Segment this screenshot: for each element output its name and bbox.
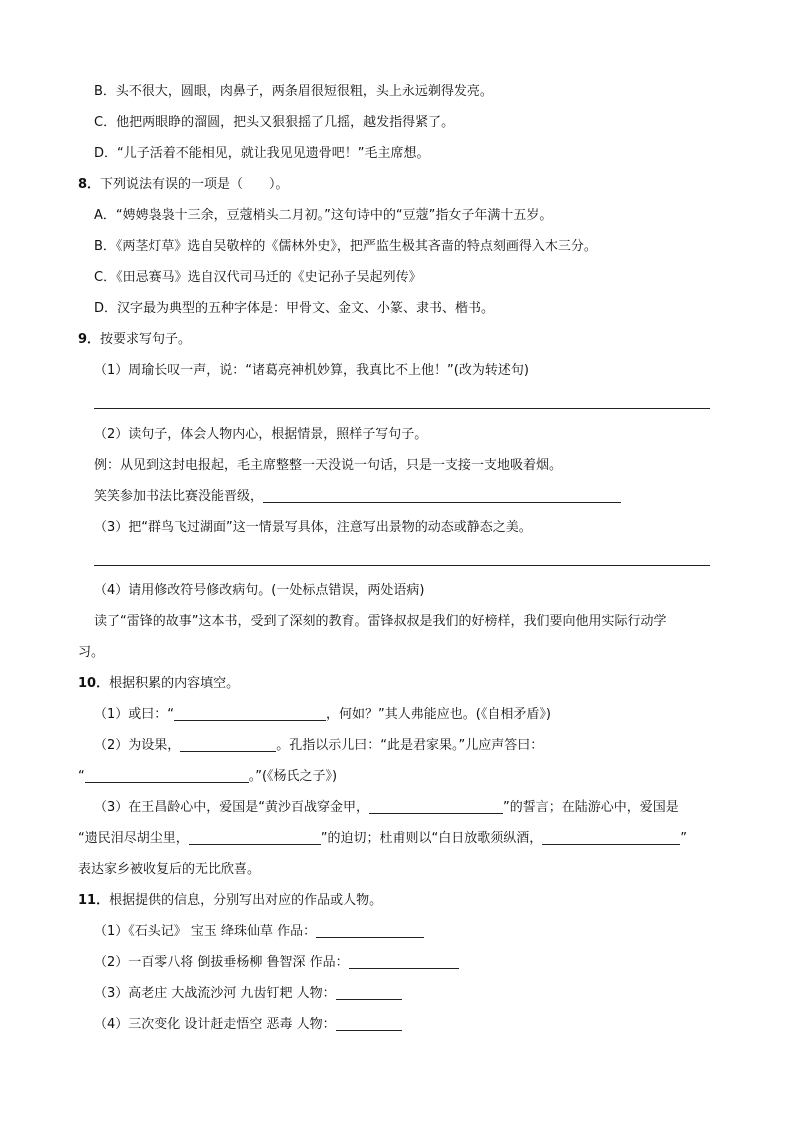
q10-sub3-part1: （3）在王昌龄心中，爱国是“黄沙百战穿金甲， bbox=[94, 800, 370, 815]
q9-sub4: （4）请用修改符号修改病句。(一处标点错误，两处语病) bbox=[94, 583, 425, 598]
q11-sub4-text: （4）三次变化 设计赶走悟空 恶毒 人物： bbox=[94, 1017, 336, 1032]
q8-option-c: C．《田忌赛马》选自汉代司马迁的《史记孙子吴起列传》 bbox=[94, 270, 422, 285]
q9-sick-sentence-1: 读了“雷锋的故事”这本书，受到了深刻的教育。雷锋叔叔是我们的好榜样，我们要向他用实际行动学 bbox=[94, 614, 667, 629]
q10-sub3-part4: ”的迫切；杜甫则以“白日放歌须纵酒， bbox=[320, 831, 543, 846]
q8-stem-line bbox=[78, 175, 289, 195]
q10-sub1-prefix: （1）或曰：“ bbox=[94, 707, 175, 722]
q8-number: 8． bbox=[78, 177, 101, 192]
q11-sub4 bbox=[94, 1015, 402, 1035]
q10-sub3-part3: “遗民泪尽胡尘里， bbox=[78, 831, 189, 846]
q11-sub3-blank[interactable] bbox=[336, 984, 402, 1000]
q10-sub3-blank-3[interactable] bbox=[542, 829, 680, 845]
q9-stem-line bbox=[78, 330, 191, 350]
q11-sub3 bbox=[94, 984, 402, 1004]
q10-sub2-open-quote: “ bbox=[78, 769, 85, 784]
q9-sick-sentence-2: 习。 bbox=[78, 645, 105, 660]
q10-sub3 bbox=[94, 798, 679, 818]
q7-option-c: C．他把两眼睁的溜圆，把头又狠狠摇了几摇，越发指得紧了。 bbox=[94, 115, 455, 130]
q11-sub2-text: （2）一百零八将 倒拔垂杨柳 鲁智深 作品： bbox=[94, 955, 349, 970]
q7-option-b: B．头不很大，圆眼，肉鼻子，两条眉很短很粗，头上永远剃得发亮。 bbox=[94, 84, 493, 99]
q10-sub2-blank-2[interactable] bbox=[85, 767, 249, 783]
q9-number: 9． bbox=[78, 332, 101, 347]
q9-sub2: （2）读句子，体会人物内心，根据情景，照样子写句子。 bbox=[94, 427, 428, 442]
q11-sub1-text: （1）《石头记》 宝玉 绛珠仙草 作品： bbox=[94, 924, 317, 939]
q10-sub2-suffix: 。”(《杨氏之子》) bbox=[248, 769, 338, 784]
q10-sub1-suffix: ，何如？”其人弗能应也。(《自相矛盾》) bbox=[326, 707, 551, 722]
q11-stem-line bbox=[78, 891, 382, 911]
q11-sub3-text: （3）高老庄 大战流沙河 九齿钉耙 人物： bbox=[94, 986, 336, 1001]
q9-example: 例：从见到这封电报起，毛主席整整一天没说一句话，只是一支接一支地吸着烟。 bbox=[94, 458, 563, 473]
q11-sub4-blank[interactable] bbox=[336, 1015, 402, 1031]
q11-sub2 bbox=[94, 953, 459, 973]
q10-sub3-cont bbox=[78, 829, 687, 849]
q10-stem-line bbox=[78, 674, 239, 694]
q11-sub1-blank[interactable] bbox=[316, 922, 424, 938]
q9-stem: 按要求写句子。 bbox=[100, 332, 192, 347]
q9-sub3: （3）把“群鸟飞过湖面”这一情景写具体，注意写出景物的动态或静态之美。 bbox=[94, 520, 532, 535]
q10-sub3-end: 表达家乡被收复后的无比欣喜。 bbox=[78, 862, 261, 877]
q11-sub2-blank[interactable] bbox=[349, 953, 459, 969]
q11-number: 11． bbox=[78, 893, 110, 908]
q10-sub1 bbox=[94, 705, 551, 725]
q9-xiaoxiao-line bbox=[94, 487, 621, 507]
q9-sub1-answer-line[interactable] bbox=[94, 408, 710, 409]
q8-option-d: D．汉字最为典型的五种字体是：甲骨文、金文、小篆、隶书、楷书。 bbox=[94, 301, 495, 316]
q10-sub2-prefix: （2）为设果， bbox=[94, 738, 181, 753]
q9-sub3-answer-line[interactable] bbox=[94, 565, 710, 566]
q8-option-a: A．“娉娉袅袅十三余，豆蔻梢头二月初。”这句诗中的“豆蔻”指女子年满十五岁。 bbox=[94, 208, 553, 223]
q10-sub3-blank-2[interactable] bbox=[189, 829, 321, 845]
q10-sub3-part2: ”的誓言；在陆游心中，爱国是 bbox=[503, 800, 679, 815]
q11-stem: 根据提供的信息，分别写出对应的作品或人物。 bbox=[109, 893, 383, 908]
q9-xiaoxiao-text: 笑笑参加书法比赛没能晋级， bbox=[94, 489, 264, 504]
q10-sub2-cont bbox=[78, 767, 337, 787]
q10-stem: 根据积累的内容填空。 bbox=[109, 676, 240, 691]
q8-option-b: B．《两茎灯草》选自吴敬梓的《儒林外史》，把严监生极其吝啬的特点刻画得入木三分。 bbox=[94, 239, 597, 254]
q10-sub2-blank-1[interactable] bbox=[180, 736, 276, 752]
q10-sub2-middle: 。孔指以示儿曰：“此是君家果。”儿应声答曰： bbox=[276, 738, 544, 753]
q9-sub1: （1）周瑜长叹一声，说：“诸葛亮神机妙算，我真比不上他！”(改为转述句) bbox=[94, 363, 529, 378]
q10-sub1-blank[interactable] bbox=[174, 705, 326, 721]
q10-number: 10． bbox=[78, 676, 110, 691]
q10-sub3-close-quote: ” bbox=[680, 831, 687, 846]
q9-sub2-blank[interactable] bbox=[263, 487, 621, 503]
q7-option-d: D．“儿子活着不能相见，就让我见见遗骨吧！”毛主席想。 bbox=[94, 146, 430, 161]
q11-sub1 bbox=[94, 922, 424, 942]
q10-sub3-blank-1[interactable] bbox=[369, 798, 503, 814]
q10-sub2 bbox=[94, 736, 543, 756]
q8-stem: 下列说法有误的一项是（ ）。 bbox=[100, 177, 289, 192]
